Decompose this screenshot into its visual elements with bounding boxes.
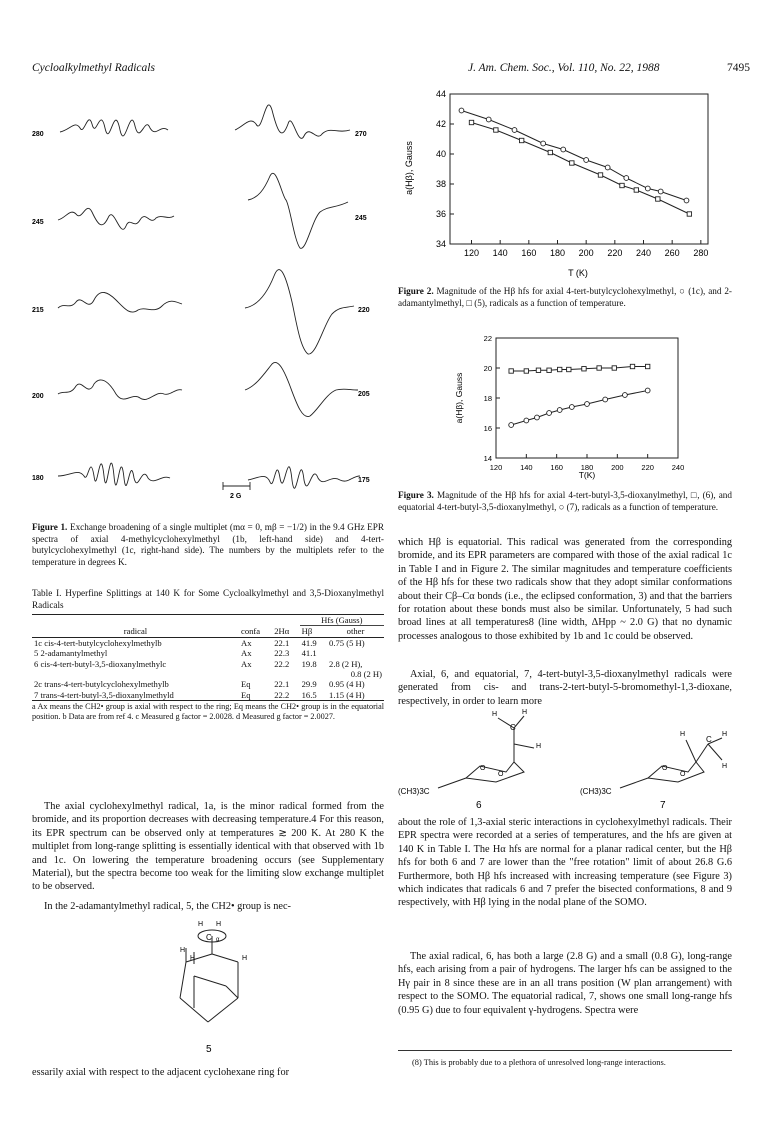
- figure2-xtick-label: 140: [492, 248, 508, 258]
- label-right-5: 175: [358, 477, 370, 484]
- table1-title: Table I. Hyperfine Splittings at 140 K for Some Cycloalkylmethyl and 3,5-Dioxanylmethyl Radicals: [32, 588, 384, 610]
- figure2-point-square: [570, 161, 574, 165]
- svg-text:H: H: [722, 763, 728, 770]
- figure3-series-0-line: [511, 367, 648, 372]
- figure2-point-circle: [486, 117, 491, 122]
- label-right-4: 205: [358, 391, 370, 398]
- figure2-xtick-label: 120: [463, 248, 480, 258]
- table-cell: [32, 669, 239, 679]
- figure2-xtick-label: 220: [607, 248, 623, 258]
- svg-text:H: H: [180, 947, 186, 954]
- spectrum-1b-200: [58, 380, 182, 400]
- page-number: 7495: [727, 62, 750, 74]
- label-right-1: 270: [355, 131, 367, 138]
- table-cell: 0.75 (5 H): [329, 637, 365, 648]
- label-left-3: 215: [32, 307, 44, 314]
- figure2-point-square: [494, 128, 498, 132]
- scale-bar-label: 2 G: [230, 493, 242, 500]
- figure1-caption-text: Exchange broadening of a single multiplet (mα = 0, mβ = −1/2) in the 9.4 GHz EPR spectra of axial 4-methylcyclohexylmethyl (1b, left-hand side) and 4-tert-butylcyclohexylmethyl (1c, right-hand side). The numbers by the multiplets refer to the temperature in degrees K.: [32, 522, 385, 567]
- table-row: [32, 648, 384, 658]
- figure3-point-circle: [623, 393, 628, 398]
- svg-text:H: H: [522, 709, 528, 716]
- figure1-caption: [32, 522, 384, 568]
- spectrum-1b-180: [58, 463, 170, 485]
- figure3-ytick-label: 14: [483, 454, 492, 463]
- table-cell: 7 trans-4-tert-butyl-3,5-dioxanylmethyld: [34, 689, 174, 700]
- figure2-point-circle: [658, 189, 663, 194]
- figure2-ytick-label: 36: [435, 209, 446, 219]
- right-paragraph-4: The axial radical, 6, has both a large (2.8 G) and a small (0.8 G), long-range hfs, each arising from a pair of hydrogens. The larger hfs can be assigned to the Hγ pair in 8 since these are in an all trans position (W plan arrangement) with respect to the SOMO. The equatorial radical, 7, shows one small long-range hfs (0.95 G) due to four equivalent γ-hydrogens. Spectra were: [398, 951, 732, 1016]
- structure-7-label: 7: [660, 800, 666, 811]
- left-paragraph-2: In the 2-adamantylmethyl radical, 5, the CH2• group is nec-: [44, 901, 291, 912]
- figure3-xtick-label: 240: [671, 463, 685, 472]
- svg-text:H: H: [242, 955, 248, 962]
- figure3-plot-frame: [496, 338, 678, 458]
- figure3-point-circle: [603, 397, 608, 402]
- svg-text:H: H: [198, 921, 204, 928]
- table-cell: 22.2: [274, 689, 290, 700]
- figure3-point-square: [612, 366, 616, 370]
- figure2-point-square: [656, 197, 660, 201]
- table-cell: Eq: [241, 679, 251, 690]
- spectrum-1c-175: [248, 467, 360, 489]
- figure2-caption-text: Magnitude of the Hβ hfs for axial 4-tert-butylcyclohexylmethyl, ○ (1c), and 2-adamantylmethyl, □ (5), radicals as a function of temperature.: [398, 286, 732, 308]
- table-cell: [327, 648, 384, 658]
- figure2-ytick-label: 38: [435, 179, 446, 189]
- figure2-ytick-label: 42: [435, 119, 446, 129]
- figure2-point-square: [548, 150, 552, 154]
- table-cell: [272, 669, 299, 679]
- figure2-ylabel: a(Hβ), Gauss: [404, 141, 414, 195]
- table-cell: [239, 669, 272, 679]
- svg-text:H: H: [722, 731, 728, 738]
- svg-text:H: H: [680, 731, 686, 738]
- figure3-caption-label: Figure 3.: [398, 490, 434, 500]
- structure-6-label: 6: [476, 800, 482, 811]
- figure2-point-circle: [561, 147, 566, 152]
- figure3-point-square: [567, 367, 571, 371]
- table-cell: 41.1: [301, 648, 317, 659]
- label-left-5: 180: [32, 475, 44, 482]
- figure3-point-square: [547, 368, 551, 372]
- figure2-point-circle: [624, 176, 629, 181]
- figure2-point-square: [598, 173, 602, 177]
- figure3-xtick-label: 120: [489, 463, 503, 472]
- figure3-ytick-label: 18: [483, 394, 492, 403]
- tbu-label-7: (CH3)3C: [580, 787, 612, 796]
- figure3-point-circle: [569, 405, 574, 410]
- running-head-left: Cycloalkylmethyl Radicals: [32, 62, 155, 74]
- figure2-caption: [398, 286, 732, 309]
- col-other: other: [346, 626, 365, 637]
- figure3-point-circle: [535, 415, 540, 420]
- figure2-point-circle: [541, 141, 546, 146]
- svg-text:H: H: [536, 743, 542, 750]
- figure2-ytick-label: 40: [435, 149, 446, 159]
- spectrum-1c-245: [248, 173, 348, 248]
- table-cell: Ax: [241, 658, 252, 669]
- figure1-spectra: [30, 80, 385, 520]
- figure2-point-square: [469, 120, 473, 124]
- figure3-xtick-label: 180: [580, 463, 594, 472]
- figure2-point-circle: [645, 186, 650, 191]
- table1-footnote: a Ax means the CH2• group is axial with respect to the ring; Eq means the CH2• group is in the equatorial position. b Data are from ref 4. c Measured g factor = 2.0028. d Measured g factor = 2.0027.: [32, 702, 384, 722]
- figure3-point-square: [509, 369, 513, 373]
- figure2-xtick-label: 260: [664, 248, 680, 258]
- table1-group-header: Hfs (Gauss): [300, 615, 384, 626]
- table-cell: 2.8 (2 H),: [329, 658, 363, 669]
- figure2-xtick-label: 200: [578, 248, 594, 258]
- table-cell: 16.5: [301, 689, 317, 700]
- table-cell: 5 2-adamantylmethyl: [34, 648, 108, 659]
- figure2-ytick-label: 44: [435, 89, 446, 99]
- label-left-1: 280: [32, 131, 44, 138]
- table-cell: 1.15 (4 H): [329, 689, 365, 700]
- figure2-point-circle: [512, 128, 517, 133]
- figure3-point-square: [597, 366, 601, 370]
- figure2-plot-frame: [450, 94, 708, 244]
- svg-text:H: H: [216, 921, 222, 928]
- svg-text:C: C: [206, 933, 212, 942]
- col-hb: Hβ: [301, 626, 313, 637]
- figure2-xlabel: T (K): [568, 268, 588, 278]
- figure3-ytick-label: 16: [483, 424, 492, 433]
- col-conf: confa: [241, 625, 261, 636]
- svg-text:C: C: [706, 735, 712, 744]
- table-row: [32, 679, 384, 689]
- spectrum-1b-280: [60, 120, 168, 136]
- table-cell: 22.1: [274, 679, 290, 690]
- table-cell: Eq: [241, 689, 251, 700]
- figure2-point-square: [634, 188, 638, 192]
- table-cell: [300, 669, 327, 679]
- table-cell: 0.8 (2 H): [350, 669, 382, 680]
- svg-text:O: O: [498, 771, 504, 778]
- table-cell: Ax: [241, 648, 252, 659]
- figure2-point-square: [519, 138, 523, 142]
- figure2-series-0-line: [462, 111, 687, 201]
- svg-text:H: H: [492, 711, 498, 718]
- left-paragraph-3: essarily axial with respect to the adjacent cyclohexane ring for: [32, 1067, 290, 1078]
- figure3-point-circle: [509, 423, 514, 428]
- col-2ha: 2Hα: [274, 625, 290, 636]
- figure3-point-circle: [524, 418, 529, 423]
- figure3-ylabel: a(Hβ), Gauss: [454, 372, 464, 424]
- figure3-xtick-label: 200: [611, 463, 624, 472]
- figure2-point-circle: [584, 158, 589, 163]
- table-row: [32, 690, 384, 701]
- figure2-point-circle: [684, 198, 689, 203]
- table-row: [32, 659, 384, 669]
- footnote-rule: [398, 1050, 732, 1051]
- table-cell: 41.9: [301, 637, 317, 648]
- figure3-caption-text: Magnitude of the Hβ hfs for axial 4-tert-butyl-3,5-dioxanylmethyl, □, (6), and equatorial 4-tert-butyl-3,5-dioxanylmethyl, ○ (7), radicals as a function of temperature.: [398, 490, 732, 512]
- col-radical: radical: [123, 625, 148, 636]
- figure3-point-circle: [645, 388, 650, 393]
- table-cell: 6 cis-4-tert-butyl-3,5-dioxanylmethylc: [34, 658, 167, 669]
- running-head-right: J. Am. Chem. Soc., Vol. 110, No. 22, 1988: [468, 62, 660, 74]
- table-cell: Ax: [241, 637, 252, 648]
- tbu-label-6: (CH3)3C: [398, 787, 430, 796]
- spectrum-1b-245: [58, 208, 174, 229]
- table-row: [32, 637, 384, 648]
- figure3-point-square: [558, 367, 562, 371]
- table-cell: 29.9: [301, 679, 317, 690]
- structures-6-7-drawing: [398, 708, 732, 814]
- figure3-point-square: [524, 369, 528, 373]
- figure2-xtick-label: 160: [521, 248, 537, 258]
- figure3-point-square: [536, 368, 540, 372]
- figure3-point-square: [582, 367, 586, 371]
- figure3-point-square: [630, 364, 634, 368]
- right-paragraph-1: which Hβ is equatorial. This radical was generated from the corresponding bromide, and its EPR parameters are compared with those of the axial radical 1c in Table I and in Figure 2. The similar magnitudes and temperature coefficients of the Hβ hfs for these two radicals show that they adopt similar conformations about their Cβ–Cα bonds (i.e., the eclipsed conformation, 3) and that the barriers for rotation about these bonds must also be similar. Unfortunately, 5 had such broad lines at all temperatures8 (line width, ΔHpp ~ 2.0 G) that no dynamic processes analogous to those exhibited by 1b and 1c could be observed.: [398, 537, 732, 642]
- figure3-xtick-label: 220: [641, 463, 654, 472]
- figure2-chart: [398, 84, 728, 280]
- figure3-caption: [398, 490, 732, 513]
- table-row: [32, 669, 384, 679]
- spectrum-1c-220: [245, 270, 354, 354]
- figure2-caption-label: Figure 2.: [398, 286, 434, 296]
- footnote-8: (8) This is probably due to a plethora of unresolved long-range interactions.: [412, 1058, 666, 1067]
- figure2-ytick-label: 34: [435, 239, 446, 249]
- figure2-point-square: [687, 212, 691, 216]
- svg-text:H: H: [190, 955, 196, 962]
- table-cell: 22.1: [274, 637, 290, 648]
- svg-text:O: O: [480, 765, 486, 772]
- figure3-ytick-label: 22: [483, 334, 492, 343]
- table-cell: 0.95 (4 H): [329, 679, 365, 690]
- svg-text:O: O: [662, 765, 668, 772]
- label-left-2: 245: [32, 219, 44, 226]
- right-paragraph-2: Axial, 6, and equatorial, 7, 4-tert-butyl-3,5-dioxanylmethyl radicals were generated from cis- and trans-2-tert-butyl-5-bromomethyl-1,3-dioxane, respectively, in order to learn more: [398, 669, 732, 707]
- spectrum-1c-270: [235, 105, 350, 138]
- structure-5-drawing: [150, 912, 270, 1052]
- figure3-xtick-label: 140: [520, 463, 533, 472]
- table-cell: 22.2: [274, 658, 290, 669]
- figure3-point-circle: [557, 408, 562, 413]
- table-cell: 1c cis-4-tert-butylcyclohexylmethylb: [34, 637, 162, 648]
- svg-text:C: C: [510, 723, 516, 732]
- figure2-point-square: [620, 183, 624, 187]
- table-cell: 19.8: [301, 658, 317, 669]
- figure3-point-circle: [547, 411, 552, 416]
- figure2-point-circle: [459, 108, 464, 113]
- spectrum-1c-205: [245, 362, 358, 416]
- figure3-point-circle: [585, 402, 590, 407]
- table-cell: 22.3: [274, 648, 290, 659]
- svg-text:α: α: [216, 937, 220, 943]
- svg-text:O: O: [680, 771, 686, 778]
- table1: [32, 614, 384, 722]
- label-right-2: 245: [355, 215, 367, 222]
- structure-5-label: 5: [206, 1044, 212, 1052]
- left-paragraph-1: The axial cyclohexylmethyl radical, 1a, is the minor radical formed from the bromide, and its proportion decreases with decreasing temperature.4 For this reason, its EPR spectrum can be observed only at temperatures ≳ 200 K. At 280 K the multiplet from long-range splitting is essentially identical with that observed with 1b and 1c. On lowering the temperature broadening occurs (see Supplementary Material), but the spectra become too weak for the limiting slow exchange multiplet to be observed.: [32, 801, 384, 893]
- spectrum-1b-215: [58, 292, 182, 312]
- figure3-ytick-label: 20: [483, 364, 492, 373]
- label-left-4: 200: [32, 393, 44, 400]
- figure3-xlabel: T(K): [578, 470, 596, 480]
- figure3-chart: [450, 332, 690, 482]
- figure2-point-circle: [605, 165, 610, 170]
- label-right-3: 220: [358, 307, 370, 314]
- figure3-xtick-label: 160: [550, 463, 563, 472]
- figure3-point-square: [645, 364, 649, 368]
- figure2-xtick-label: 180: [549, 248, 566, 258]
- figure2-xtick-label: 240: [635, 248, 652, 258]
- figure1-caption-label: Figure 1.: [32, 522, 68, 532]
- figure2-xtick-label: 280: [693, 248, 709, 258]
- table-cell: 2c trans-4-tert-butylcyclohexylmethylb: [34, 679, 169, 690]
- right-paragraph-3: about the role of 1,3-axial steric interactions in cyclohexylmethyl radicals. Their EPR spectra were recorded at a series of temperatures, and the hfs are given at 140 K in Table I. The Hα hfs are normal for a planar radical center, but the Hβ hfs for both 6 and 7 are lower than the "free rotation" limit of about 26.8 G.6 Furthermore, both Hβ hfs increased with increasing temperature (see Figure 3) which indicates that radicals 6 and 7 prefer the bisected conformations, 8 and 9 respectively, with Hβ lying in the nodal plane of the SOMO.: [398, 817, 732, 909]
